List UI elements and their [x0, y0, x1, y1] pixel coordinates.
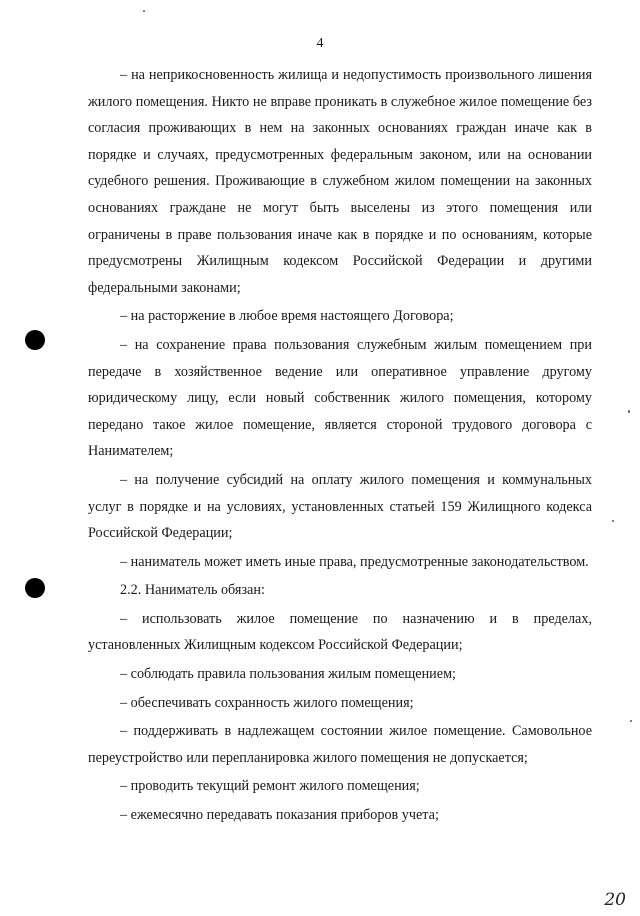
scan-speck [143, 10, 145, 12]
scan-speck [628, 410, 630, 413]
paragraph-right-other: – наниматель может иметь иные права, предусмотренные законодательством. [120, 553, 589, 570]
paragraph-duty-maintain: – поддерживать в надлежащем состоянии жилое помещение. Самовольное переустройство или перепланировка жилого помещения не допускается; [88, 723, 592, 766]
scan-speck [630, 720, 632, 722]
paragraph-duty-use: – использовать жилое помещение по назначению и в пределах, установленных Жилищным кодексом Российской Федерации; [88, 610, 592, 654]
document-body [88, 62, 592, 829]
paragraph-duty-preserve: – обеспечивать сохранность жилого помещения; [120, 694, 414, 711]
paragraph-duty-repair: – проводить текущий ремонт жилого помещения; [120, 778, 420, 795]
section-heading-obligations: 2.2. Наниматель обязан: [120, 582, 265, 599]
punch-hole-bottom [25, 578, 45, 598]
paragraph-duty-rules: – соблюдать правила пользования жилым помещением; [120, 666, 456, 683]
handwritten-sheet-number: 20 [604, 890, 626, 910]
paragraph-right-inviolability: – на неприкосновенность жилища и недопустимость произвольного лишения жилого помещения. Никто не вправе проникать в служебное жилое помещение без согласия проживающих в нем на законных основаниях граждан иначе как в порядке и случаях, предусмотренных федеральным законом, или на основании судебного решения. Проживающие в служебном жилом помещении на законных основаниях граждане не могут быть выселены из этого помещения или ограничены в праве пользования иначе как в порядке и по основаниям, которые предусмотрены Жилищным кодексом Российской Федерации и другими федеральными законами; [88, 67, 592, 296]
punch-hole-top [25, 330, 45, 350]
page-number: 4 [316, 36, 324, 51]
scan-speck [612, 520, 614, 522]
paragraph-right-retention: – на сохранение права пользования служебным жилым помещением при передаче в хозяйственное ведение или оперативное управление другому юридическому лицу, если новый собственник жилого помещения, которому передано такое жилое помещение, является стороной трудового договора с Нанимателем; [88, 336, 592, 460]
paragraph-duty-meters: – ежемесячно передавать показания приборов учета; [120, 807, 439, 824]
paragraph-right-termination: – на расторжение в любое время настоящего Договора; [120, 308, 454, 325]
paragraph-right-subsidies: – на получение субсидий на оплату жилого помещения и коммунальных услуг в порядке и на условиях, установленных статьей 159 Жилищного кодекса Российской Федерации; [88, 471, 592, 542]
